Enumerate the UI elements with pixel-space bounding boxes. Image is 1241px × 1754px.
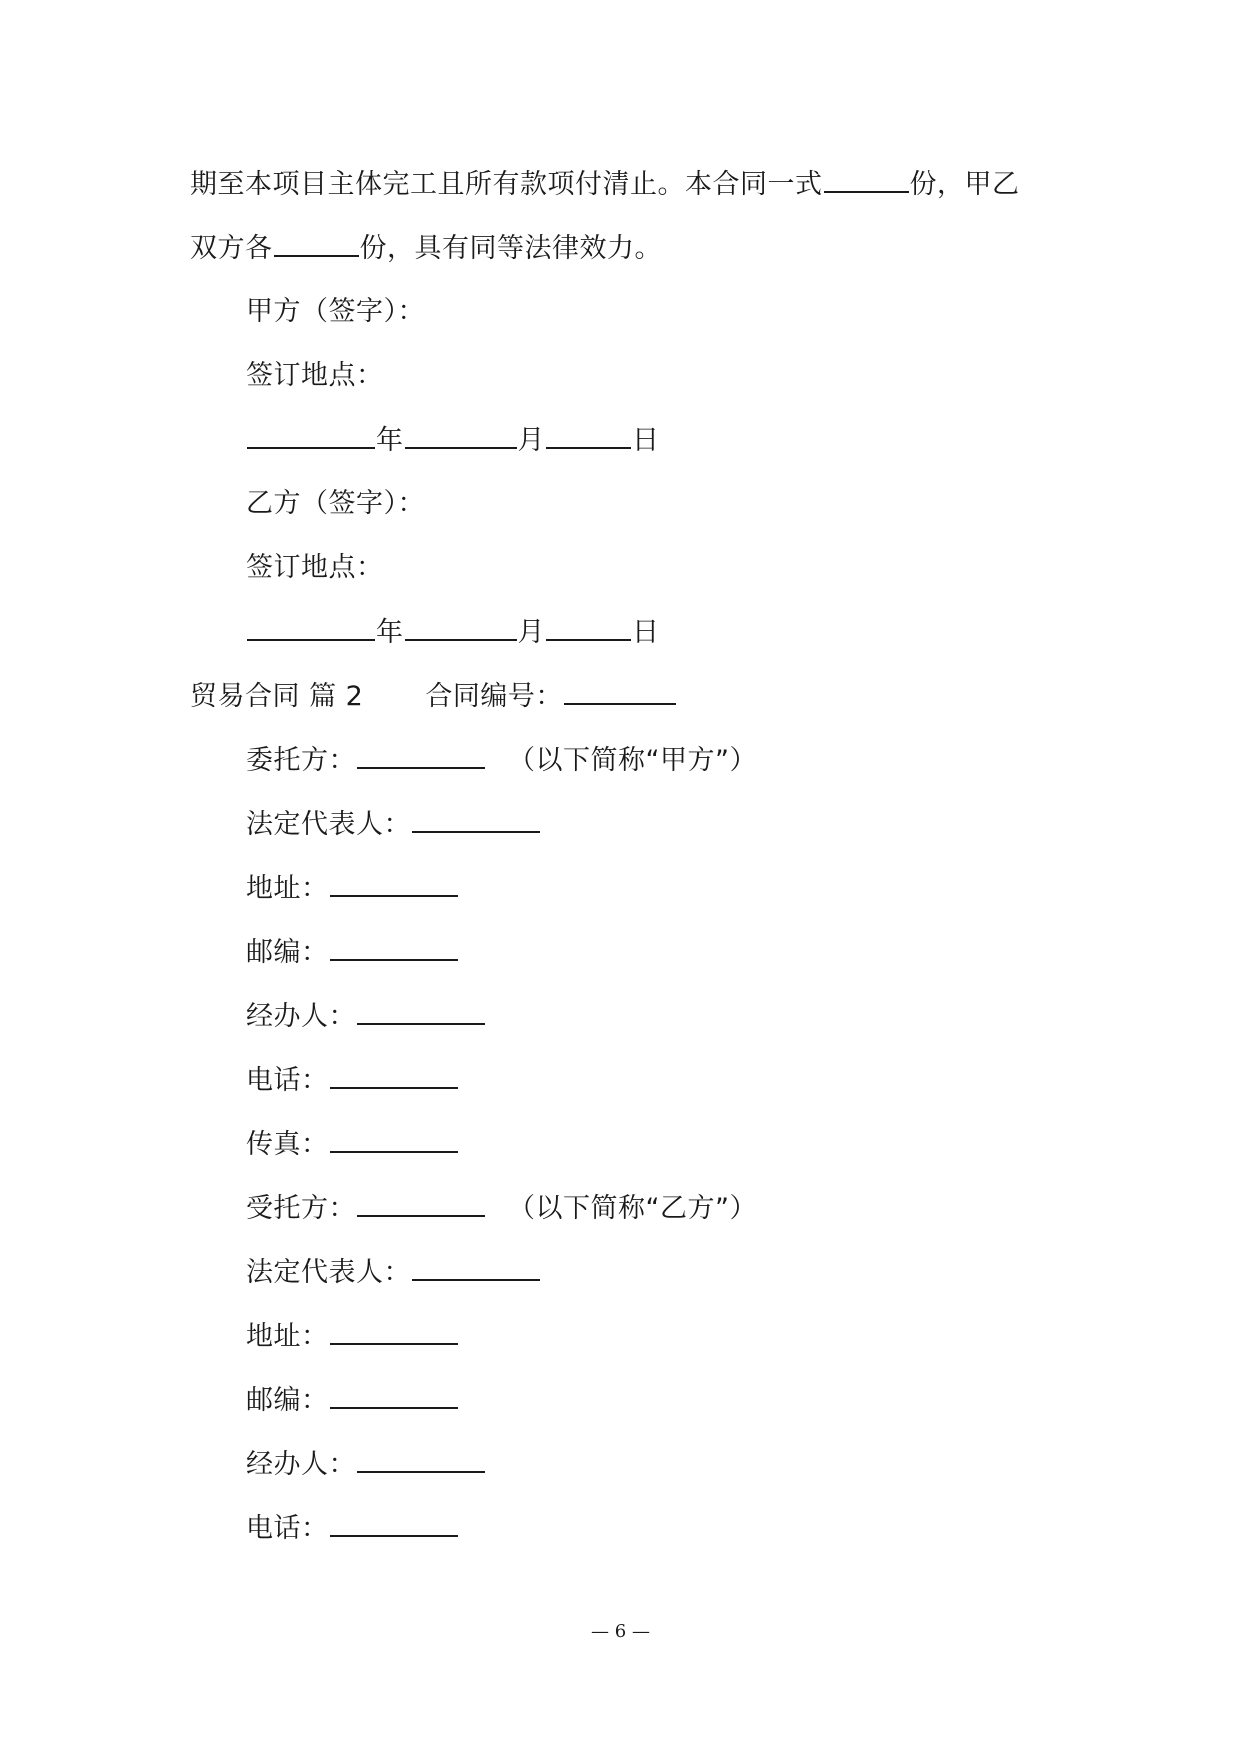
- trustee-handler-line: [246, 1447, 486, 1482]
- trustee-blank[interactable]: [357, 1191, 485, 1217]
- month-blank[interactable]: [405, 423, 517, 449]
- fax-label: 传真：: [246, 1129, 329, 1160]
- trustee-address-line: [246, 1319, 459, 1354]
- legal-rep-blank[interactable]: [412, 1255, 540, 1281]
- year-blank[interactable]: [247, 423, 375, 449]
- handler-label: 经办人：: [246, 1449, 356, 1480]
- postcode-label: 邮编：: [246, 1385, 329, 1416]
- postcode-blank[interactable]: [330, 1383, 458, 1409]
- contract-number-blank[interactable]: [564, 679, 676, 705]
- address-label: 地址：: [246, 873, 329, 904]
- month-label: 月: [517, 617, 545, 648]
- address-blank[interactable]: [330, 871, 458, 897]
- handler-label: 经办人：: [246, 1001, 356, 1032]
- year-label: 年: [376, 425, 404, 456]
- text-legal-effect: 份，具有同等法律效力。: [359, 233, 662, 264]
- fax-blank[interactable]: [330, 1127, 458, 1153]
- trustee-line: [246, 1191, 757, 1226]
- phone-label: 电话：: [246, 1513, 329, 1544]
- postcode-label: 邮编：: [246, 937, 329, 968]
- client-postcode-line: [246, 935, 459, 970]
- day-label: 日: [632, 425, 660, 456]
- client-handler-line: [246, 999, 486, 1034]
- text-each-party: 双方各: [190, 233, 273, 264]
- date-line-2: [246, 615, 660, 650]
- trustee-label: 受托方：: [246, 1193, 356, 1224]
- party-b-signature-line: 乙方（签字）：: [246, 488, 425, 519]
- contract-number-label: 合同编号：: [425, 681, 563, 712]
- legal-rep-label: 法定代表人：: [246, 809, 411, 840]
- handler-blank[interactable]: [357, 999, 485, 1025]
- day-blank[interactable]: [546, 423, 631, 449]
- client-address-line: [246, 871, 459, 906]
- copies-total-blank[interactable]: [824, 167, 909, 193]
- phone-label: 电话：: [246, 1065, 329, 1096]
- legal-rep-blank[interactable]: [412, 807, 540, 833]
- postcode-blank[interactable]: [330, 935, 458, 961]
- trustee-postcode-line: [246, 1383, 459, 1418]
- page-number: — 6 —: [591, 1621, 650, 1642]
- phone-blank[interactable]: [330, 1063, 458, 1089]
- section-heading-line: [190, 679, 677, 714]
- address-label: 地址：: [246, 1321, 329, 1352]
- client-phone-line: [246, 1063, 459, 1098]
- legal-rep-label: 法定代表人：: [246, 1257, 411, 1288]
- client-label: 委托方：: [246, 745, 356, 776]
- trustee-phone-line: [246, 1511, 459, 1546]
- signing-place-line-2: 签订地点：: [246, 552, 384, 583]
- address-blank[interactable]: [330, 1319, 458, 1345]
- day-label: 日: [632, 617, 660, 648]
- day-blank[interactable]: [546, 615, 631, 641]
- month-blank[interactable]: [405, 615, 517, 641]
- phone-blank[interactable]: [330, 1511, 458, 1537]
- party-a-signature-line: 甲方（签字）：: [246, 296, 425, 327]
- signing-place-line-1: 签订地点：: [246, 360, 384, 391]
- client-fax-line: [246, 1127, 459, 1162]
- month-label: 月: [517, 425, 545, 456]
- client-note: （以下简称“甲方”）: [508, 745, 757, 776]
- section-title: 贸易合同 篇 2: [190, 681, 364, 712]
- paragraph-line-1: [190, 167, 1020, 202]
- client-blank[interactable]: [357, 743, 485, 769]
- date-line-1: [246, 423, 660, 458]
- copies-each-blank[interactable]: [274, 231, 359, 257]
- trustee-legal-rep-line: [246, 1255, 541, 1290]
- client-legal-rep-line: [246, 807, 541, 842]
- year-label: 年: [376, 617, 404, 648]
- text-copies-intro: 期至本项目主体完工且所有款项付清止。本合同一式: [190, 169, 823, 200]
- text-copies-suffix: 份，甲乙: [909, 169, 1020, 200]
- trustee-note: （以下简称“乙方”）: [508, 1193, 757, 1224]
- year-blank[interactable]: [247, 615, 375, 641]
- client-line: [246, 743, 757, 778]
- paragraph-line-2: [190, 231, 662, 266]
- handler-blank[interactable]: [357, 1447, 485, 1473]
